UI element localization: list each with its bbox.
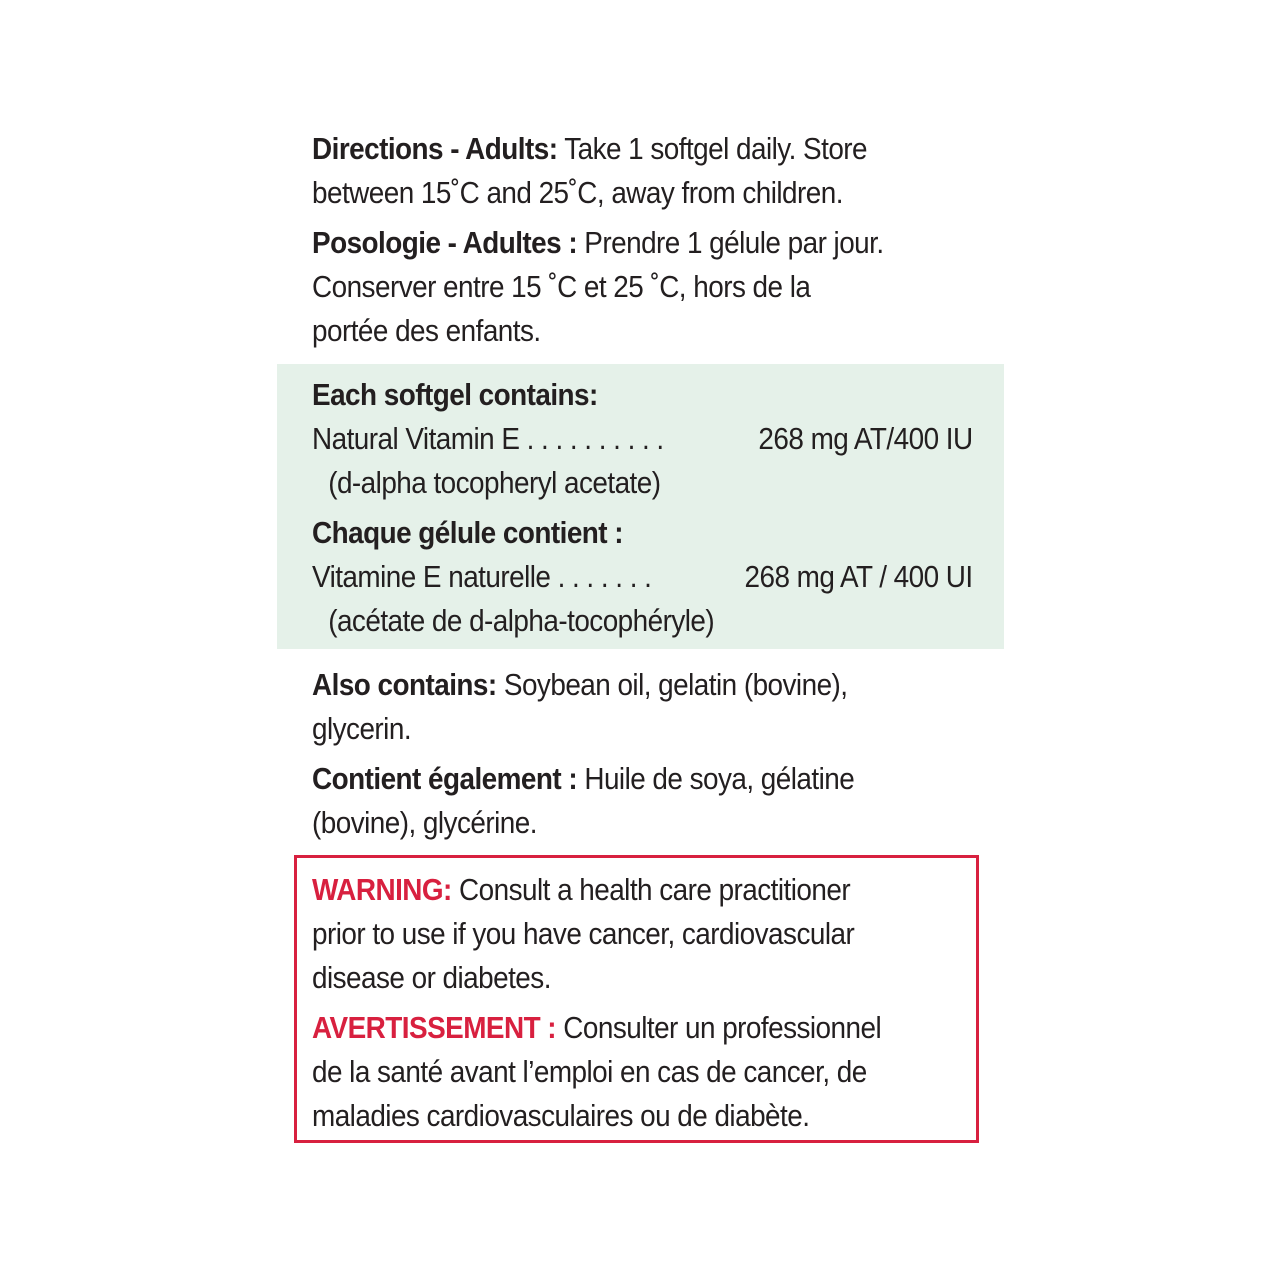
directions-fr-line-3: portée des enfants. [312, 313, 541, 348]
directions-fr-line-2: Conserver entre 15 ˚C et 25 ˚C, hors de la [312, 269, 811, 304]
directions-en-line-1: Directions - Adults: Take 1 softgel daily. Store [312, 131, 868, 166]
directions-section [312, 127, 978, 353]
also-contains-en-heading: Also contains: [312, 667, 497, 702]
warning-fr-heading: AVERTISSEMENT : [312, 1010, 557, 1045]
contents-fr-heading: Chaque gélule contient : [312, 515, 624, 550]
directions-fr-line-1: Posologie - Adultes : Prendre 1 gélule par jour. [312, 225, 884, 260]
also-contains-en-line-2: glycerin. [312, 711, 412, 746]
contents-fr-ingredient-row [312, 555, 973, 599]
contents-en-amount: 268 mg AT/400 IU [758, 421, 973, 456]
warning-en-line-2: prior to use if you have cancer, cardiovascular [312, 916, 855, 951]
also-contains-fr-heading: Contient également : [312, 761, 578, 796]
warning-en-line-3: disease or diabetes. [312, 960, 551, 995]
warning-fr-line-1: AVERTISSEMENT : Consulter un professionnel [312, 1010, 882, 1045]
warning-fr-line-2: de la santé avant l’emploi en cas de cancer, de [312, 1054, 867, 1089]
contents-en-heading: Each softgel contains: [312, 377, 598, 412]
warning-en-line-1: WARNING: Consult a health care practitioner [312, 872, 851, 907]
contents-fr-form: (acétate de d-alpha-tocophéryle) [328, 603, 715, 638]
also-contains-section [312, 663, 978, 845]
contents-fr-ingredient: Vitamine E naturelle . . . . . . . [312, 559, 652, 594]
directions-en-heading: Directions - Adults: [312, 131, 558, 166]
contents-en-form: (d-alpha tocopheryl acetate) [328, 465, 661, 500]
contents-section [312, 373, 978, 643]
warning-en-heading: WARNING: [312, 872, 452, 907]
also-contains-en-line-1: Also contains: Soybean oil, gelatin (bovine), [312, 667, 848, 702]
also-contains-fr-line-1: Contient également : Huile de soya, gélatine [312, 761, 855, 796]
directions-fr-heading: Posologie - Adultes : [312, 225, 578, 260]
warning-fr-line-3: maladies cardiovasculaires ou de diabète. [312, 1098, 810, 1133]
contents-fr-amount: 268 mg AT / 400 UI [744, 559, 973, 594]
warning-section [312, 868, 978, 1138]
contents-en-ingredient: Natural Vitamin E . . . . . . . . . . [312, 421, 664, 456]
contents-en-ingredient-row [312, 417, 973, 461]
also-contains-fr-line-2: (bovine), glycérine. [312, 805, 537, 840]
directions-en-line-2: between 15˚C and 25˚C, away from children. [312, 175, 843, 210]
